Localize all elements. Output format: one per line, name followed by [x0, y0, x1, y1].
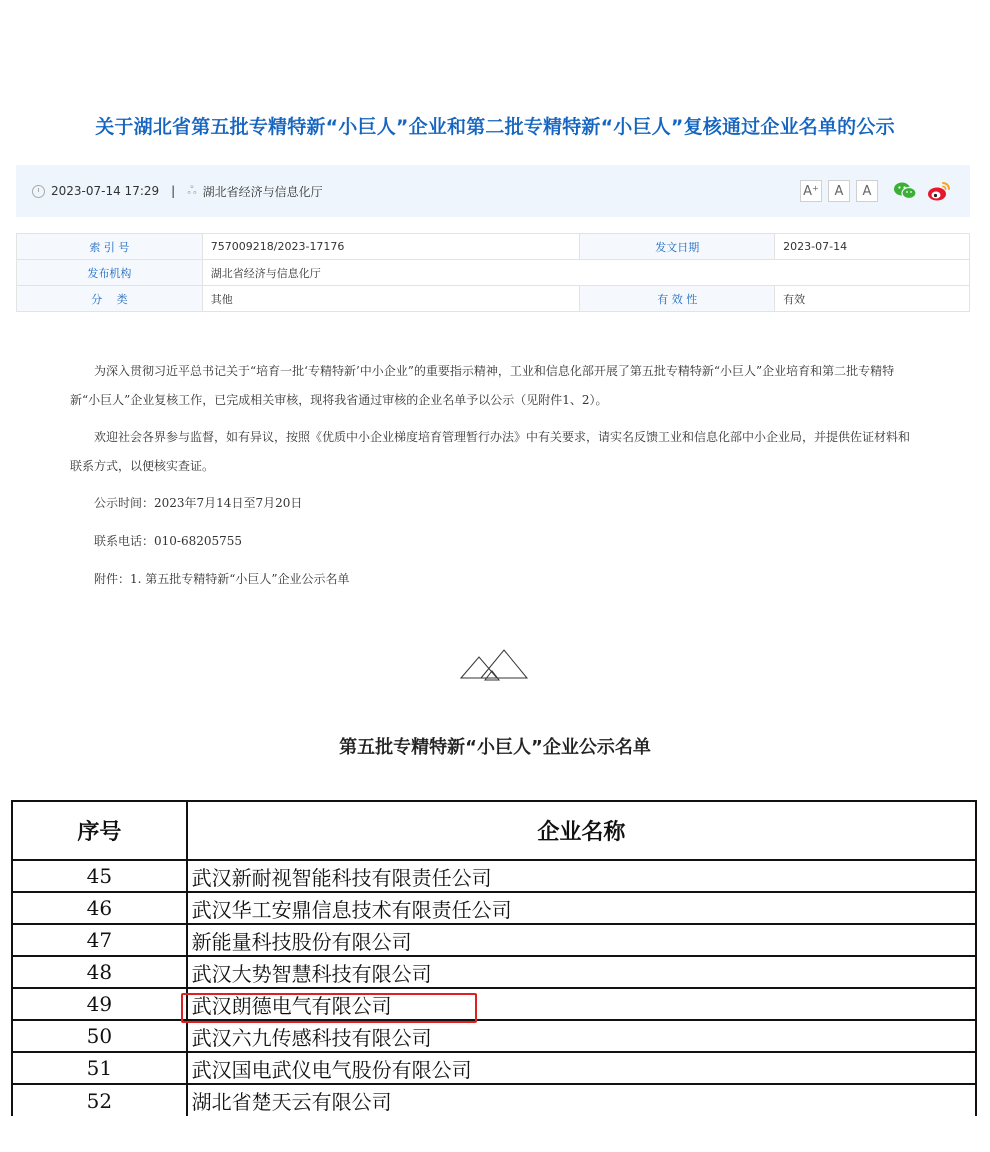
article-body: [70, 357, 920, 594]
meta-separator: |: [171, 184, 176, 198]
body-paragraph: 为深入贯彻习近平总书记关于“培育一批‘专精特新’中小企业”的重要指示精神，工业和信息化部开展了第五批专精特新“小巨人”企业培育和第二批专精特新“小巨人”企业复核工作，已完成相关审核，现将我省通过审核的企业名单予以公示（见附件1、2）。: [70, 364, 895, 407]
row-number: 50: [12, 1020, 187, 1052]
meta-row: [17, 234, 970, 260]
table-row: [12, 860, 976, 892]
table-row: [12, 924, 976, 956]
category-label: 分 类: [17, 286, 203, 312]
issue-date-label: 发文日期: [580, 234, 775, 260]
highlight-box: [181, 993, 477, 1023]
company-name: 武汉大势智慧科技有限公司: [187, 956, 976, 988]
weibo-icon[interactable]: [926, 178, 952, 204]
table-header-row: [12, 801, 976, 860]
row-number: 45: [12, 860, 187, 892]
company-name: 武汉新耐视智能科技有限责任公司: [187, 860, 976, 892]
font-smaller-button[interactable]: A: [856, 180, 878, 202]
body-paragraph: 欢迎社会各界参与监督，如有异议，按照《优质中小企业梯度培育管理暂行办法》中有关要求，请实名反馈工业和信息化部中小企业局，并提供佐证材料和联系方式，以便核实查证。: [70, 430, 911, 473]
publish-datetime: 2023-07-14 17:29: [51, 184, 160, 198]
table-row: [12, 988, 976, 1020]
article-meta: [16, 183, 323, 200]
issuing-org-value: 湖北省经济与信息化厅: [202, 260, 969, 286]
index-number-label: 索 引 号: [17, 234, 203, 260]
validity-value: 有效: [775, 286, 970, 312]
company-name: 湖北省楚天云有限公司: [187, 1084, 976, 1116]
publisher-name: 湖北省经济与信息化厅: [202, 184, 323, 199]
issuing-org-label: 发布机构: [17, 260, 203, 286]
table-row: [12, 956, 976, 988]
row-number: 48: [12, 956, 187, 988]
table-row: [12, 1020, 976, 1052]
company-name: 新能量科技股份有限公司: [187, 924, 976, 956]
company-name: 武汉华工安鼎信息技术有限责任公司: [187, 892, 976, 924]
article-info-bar: [16, 165, 970, 217]
font-larger-button[interactable]: A⁺: [800, 180, 822, 202]
column-header-number: 序号: [12, 801, 187, 860]
table-row: [12, 1084, 976, 1116]
row-number: 46: [12, 892, 187, 924]
meta-row: [17, 286, 970, 312]
article-tools: [800, 178, 970, 204]
category-value: 其他: [202, 286, 580, 312]
document-meta-table: [16, 233, 970, 312]
validity-label: 有 效 性: [580, 286, 775, 312]
company-name: 武汉国电武仪电气股份有限公司: [187, 1052, 976, 1084]
article-title: 关于湖北省第五批专精特新“小巨人”企业和第二批专精特新“小巨人”复核通过企业名单的公示: [95, 116, 895, 138]
contact-phone: 联系电话：010-68205755: [94, 534, 243, 548]
organization-icon: ஃ: [187, 183, 197, 197]
row-number: 47: [12, 924, 187, 956]
index-number-value: 757009218/2023-17176: [202, 234, 580, 260]
list-title: 第五批专精特新“小巨人”企业公示名单: [339, 737, 651, 758]
row-number: 49: [12, 988, 187, 1020]
company-name: 武汉六九传感科技有限公司: [187, 1020, 976, 1052]
column-header-company: 企业名称: [187, 801, 976, 860]
meta-row: [17, 260, 970, 286]
clock-icon: [32, 185, 45, 198]
triangles-divider-icon: [459, 647, 529, 687]
publicity-period: 公示时间：2023年7月14日至7月20日: [94, 496, 303, 510]
issue-date-value: 2023-07-14: [775, 234, 970, 260]
table-row: [12, 892, 976, 924]
company-list-table: [11, 800, 977, 1116]
company-name: 武汉朗德电气有限公司: [187, 988, 976, 1020]
wechat-icon[interactable]: [892, 178, 918, 204]
row-number: 52: [12, 1084, 187, 1116]
table-row: [12, 1052, 976, 1084]
font-medium-button[interactable]: A: [828, 180, 850, 202]
attachment-link[interactable]: 附件：1. 第五批专精特新“小巨人”企业公示名单: [94, 572, 350, 586]
row-number: 51: [12, 1052, 187, 1084]
